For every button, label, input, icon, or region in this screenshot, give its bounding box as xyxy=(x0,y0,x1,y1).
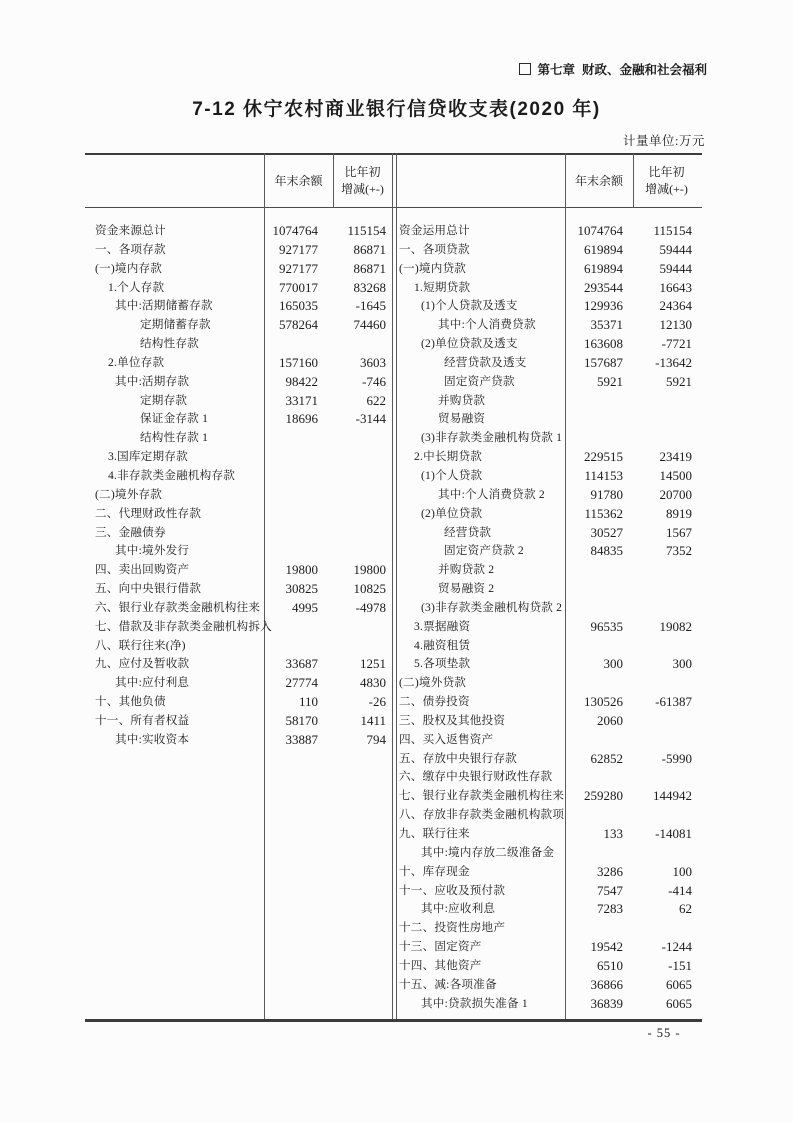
table-row xyxy=(398,712,702,731)
row-change: 83268 xyxy=(353,279,386,295)
row-label: 七、借款及非存款类金融机构拆入 xyxy=(95,619,272,633)
table-row xyxy=(398,637,702,656)
row-balance: 619894 xyxy=(584,241,623,257)
row-balance: 33887 xyxy=(285,731,318,747)
row-change: 10825 xyxy=(353,581,386,597)
row-change: 1411 xyxy=(360,712,386,728)
row-label: 结构性存款 1 xyxy=(140,431,209,445)
table-row xyxy=(398,976,702,995)
row-balance: 96535 xyxy=(590,618,623,634)
row-label: 3.票据融资 xyxy=(414,619,471,633)
table-bottom-rule xyxy=(85,1019,702,1022)
table-row xyxy=(398,938,702,957)
row-change: 19082 xyxy=(659,618,692,634)
row-label: 固定资产贷款 xyxy=(444,374,515,388)
table-row xyxy=(398,335,702,354)
header-left-change-line2: 增减(+-) xyxy=(341,182,384,196)
header-right-change-line2: 增减(+-) xyxy=(645,182,688,196)
row-balance: 84835 xyxy=(590,543,623,559)
table-row xyxy=(398,410,702,429)
table-row xyxy=(85,279,392,298)
row-balance: 19542 xyxy=(590,939,623,955)
row-label: (2)单位贷款 xyxy=(421,506,483,520)
row-label: (一)境内贷款 xyxy=(399,261,467,275)
table-row xyxy=(398,467,702,486)
row-change: 59444 xyxy=(659,260,692,276)
row-label: 资金来源总计 xyxy=(95,224,166,237)
chapter-header xyxy=(519,60,707,78)
row-balance: 35371 xyxy=(590,317,623,333)
row-balance: 30527 xyxy=(590,524,623,540)
row-label: 八、存放非存款类金融机构款项 xyxy=(399,808,565,822)
row-label: (3)非存款类金融机构贷款 2 xyxy=(421,600,563,614)
row-label: 九、联行往来 xyxy=(399,827,470,840)
row-label: 3.国库定期存款 xyxy=(108,450,188,464)
row-change: 24364 xyxy=(659,298,692,314)
table-row xyxy=(398,806,702,825)
header-right-change xyxy=(633,164,700,198)
chapter-square-icon xyxy=(519,63,531,75)
table-row xyxy=(398,731,702,750)
table-row xyxy=(85,260,392,279)
row-label: 其中:实收资本 xyxy=(115,732,190,746)
row-balance: 98422 xyxy=(285,373,318,389)
row-balance: 58170 xyxy=(285,712,318,728)
table-row xyxy=(85,674,392,693)
table-row xyxy=(398,863,702,882)
row-label: 十二、投资性房地产 xyxy=(399,921,506,935)
table-row xyxy=(85,505,392,524)
row-change: 59444 xyxy=(659,241,692,257)
row-change: 1567 xyxy=(666,524,692,540)
table-row xyxy=(398,524,702,543)
row-label: 4.融资租赁 xyxy=(414,638,471,652)
row-change: 144942 xyxy=(653,788,692,804)
row-change: 20700 xyxy=(659,486,692,502)
row-balance: 2060 xyxy=(597,712,623,728)
row-label: 定期储蓄存款 xyxy=(140,318,211,332)
row-change: 19800 xyxy=(353,562,386,578)
table-row xyxy=(85,561,392,580)
table-row xyxy=(85,486,392,505)
divider-center-double-1 xyxy=(392,153,393,1019)
table-row xyxy=(85,693,392,712)
table-row xyxy=(85,316,392,335)
table-row xyxy=(398,580,702,599)
row-label: 六、银行业存款类金融机构往来 xyxy=(95,600,261,614)
table-row xyxy=(398,995,702,1014)
table-row xyxy=(398,354,702,373)
table-row xyxy=(398,561,702,580)
row-label: 其中:个人消费贷款 xyxy=(438,318,536,332)
row-change: 622 xyxy=(366,392,386,408)
row-change: 100 xyxy=(672,863,692,879)
table-header-rule xyxy=(85,207,702,208)
table-row xyxy=(398,279,702,298)
row-balance: 1074764 xyxy=(272,223,318,238)
row-label: 固定资产贷款 2 xyxy=(444,544,524,558)
row-label: (二)境外贷款 xyxy=(399,676,467,690)
row-label: 2.中长期贷款 xyxy=(414,450,483,464)
row-label: 其中:境外发行 xyxy=(115,544,190,558)
table-row xyxy=(398,655,702,674)
table-row xyxy=(398,429,702,448)
uses-of-funds-body xyxy=(398,222,702,1013)
table-row xyxy=(398,919,702,938)
row-change: -14081 xyxy=(655,826,692,841)
row-balance: 115362 xyxy=(584,505,623,521)
row-label: 经营贷款及透支 xyxy=(444,355,527,369)
row-label: (一)境内存款 xyxy=(95,261,163,275)
row-balance: 163608 xyxy=(584,336,623,352)
table-row xyxy=(85,373,392,392)
row-label: 其中:贷款损失准备 1 xyxy=(421,996,528,1010)
credit-balance-table xyxy=(85,153,702,1022)
header-left-change-line1: 比年初 xyxy=(344,165,381,179)
row-balance: 5921 xyxy=(597,373,623,389)
row-balance: 165035 xyxy=(279,298,318,314)
row-balance: 157160 xyxy=(279,354,318,370)
row-label: 八、联行往来(净) xyxy=(95,638,186,652)
row-label: (3)非存款类金融机构贷款 1 xyxy=(421,431,563,445)
row-label: 并购贷款 2 xyxy=(438,563,495,577)
table-row xyxy=(398,768,702,787)
row-label: 三、金融债券 xyxy=(95,525,166,539)
row-label: (二)境外存款 xyxy=(95,487,163,501)
row-balance: 36866 xyxy=(590,976,623,992)
row-label: 十五、减:各项准备 xyxy=(399,977,497,991)
row-balance: 129936 xyxy=(584,298,623,314)
row-balance: 114153 xyxy=(584,467,623,483)
table-row xyxy=(398,787,702,806)
table-row xyxy=(85,297,392,316)
row-label: 贸易融资 2 xyxy=(438,582,495,596)
row-balance: 4995 xyxy=(292,599,318,615)
table-row xyxy=(398,674,702,693)
row-balance: 293544 xyxy=(584,279,623,295)
header-right-balance: 年末余额 xyxy=(574,174,623,188)
row-balance: 3286 xyxy=(597,863,623,879)
table-row xyxy=(398,373,702,392)
divider-center-double-2 xyxy=(396,153,397,1019)
row-balance: 110 xyxy=(298,694,318,710)
row-label: 4.非存款类金融机构存款 xyxy=(108,468,236,482)
table-row xyxy=(85,731,392,750)
row-change: -7721 xyxy=(661,336,692,352)
row-label: 定期存款 xyxy=(140,393,188,407)
row-label: 资金运用总计 xyxy=(399,224,470,237)
unit-note: 计量单位:万元 xyxy=(623,134,705,148)
table-row xyxy=(398,618,702,637)
row-balance: 259280 xyxy=(584,788,623,804)
table-row xyxy=(85,335,392,354)
row-balance: 300 xyxy=(603,656,623,672)
row-label: 其中:应付利息 xyxy=(115,676,190,690)
table-row xyxy=(398,825,702,844)
table-row xyxy=(398,448,702,467)
row-balance: 91780 xyxy=(590,486,623,502)
table-row xyxy=(85,637,392,656)
row-label: 并购贷款 xyxy=(438,393,486,407)
row-change: 6065 xyxy=(666,976,692,992)
row-label: (1)个人贷款及透支 xyxy=(421,299,518,313)
row-change: 3603 xyxy=(360,354,386,370)
row-label: 经营贷款 xyxy=(444,525,492,539)
row-balance: 130526 xyxy=(584,694,623,710)
row-change: 74460 xyxy=(353,317,386,333)
row-change: -61387 xyxy=(655,694,692,710)
row-label: 十、其他负债 xyxy=(95,695,166,709)
table-row xyxy=(398,316,702,335)
row-change: 300 xyxy=(672,656,692,672)
row-label: 1.个人存款 xyxy=(108,280,165,294)
table-row xyxy=(85,618,392,637)
sources-of-funds-body xyxy=(85,222,392,750)
table-row xyxy=(398,750,702,769)
row-change: 5921 xyxy=(666,373,692,389)
row-balance: 133 xyxy=(603,826,623,841)
row-label: 四、买入返售资产 xyxy=(399,732,494,746)
table-row xyxy=(85,712,392,731)
table-row xyxy=(398,241,702,260)
table-row xyxy=(85,467,392,486)
row-balance: 36839 xyxy=(590,995,623,1011)
row-label: 三、股权及其他投资 xyxy=(399,713,506,727)
table-row xyxy=(85,354,392,373)
row-balance: 33171 xyxy=(285,392,318,408)
row-label: 十三、固定资产 xyxy=(399,940,482,954)
row-balance: 619894 xyxy=(584,260,623,276)
header-right-change-line1: 比年初 xyxy=(648,165,685,179)
table-row xyxy=(85,599,392,618)
row-balance: 1074764 xyxy=(577,223,623,238)
row-label: 六、缴存中央银行财政性存款 xyxy=(399,770,553,784)
row-label: 二、代理财政性存款 xyxy=(95,506,202,520)
row-balance: 770017 xyxy=(279,279,318,295)
page-number: - 55 - xyxy=(647,1026,681,1040)
row-label: (2)单位贷款及透支 xyxy=(421,337,518,351)
row-change: 86871 xyxy=(353,241,386,257)
page-title: 7-12 休宁农村商业银行信贷收支表(2020 年) xyxy=(192,99,601,120)
row-change: 12130 xyxy=(659,317,692,333)
table-row xyxy=(85,410,392,429)
row-label: 2.单位存款 xyxy=(108,355,165,369)
row-balance: 578264 xyxy=(279,317,318,333)
row-balance: 27774 xyxy=(285,675,318,691)
row-change: 62 xyxy=(679,901,692,917)
table-row xyxy=(398,882,702,901)
table-row xyxy=(398,297,702,316)
table-row xyxy=(398,392,702,411)
table-row xyxy=(398,693,702,712)
table-row xyxy=(85,222,392,241)
row-label: 四、卖出回购资产 xyxy=(95,563,190,577)
row-change: 16643 xyxy=(659,279,692,295)
row-label: 一、各项存款 xyxy=(95,242,166,256)
table-row xyxy=(85,655,392,674)
row-label: 一、各项贷款 xyxy=(399,242,470,256)
row-label: 贸易融资 xyxy=(438,412,486,426)
row-change: -151 xyxy=(668,957,692,973)
table-row xyxy=(398,260,702,279)
row-label: 五、存放中央银行存款 xyxy=(399,751,517,765)
row-balance: 33687 xyxy=(285,656,318,672)
table-row xyxy=(398,222,702,241)
table-row xyxy=(85,542,392,561)
row-change: 6065 xyxy=(666,995,692,1011)
row-balance: 7283 xyxy=(597,901,623,917)
row-change: -3144 xyxy=(355,411,386,427)
table-row xyxy=(398,486,702,505)
row-change: -4978 xyxy=(355,599,386,615)
header-left-balance: 年末余额 xyxy=(274,174,323,188)
row-label: (1)个人贷款 xyxy=(421,468,483,482)
row-balance: 6510 xyxy=(597,957,623,973)
row-label: 九、应付及暂收款 xyxy=(95,657,190,671)
table-row xyxy=(85,524,392,543)
row-change: -1244 xyxy=(661,939,692,955)
row-label: 十四、其他资产 xyxy=(399,958,482,972)
table-row xyxy=(85,392,392,411)
row-label: 其中:境内存放二级准备金 xyxy=(421,845,555,859)
table-row xyxy=(398,957,702,976)
table-row xyxy=(398,542,702,561)
row-label: 保证金存款 1 xyxy=(140,412,209,426)
row-label: 七、银行业存款类金融机构往来 xyxy=(399,789,565,803)
row-label: 十、库存现金 xyxy=(399,864,470,878)
header-left-change xyxy=(333,164,392,198)
row-balance: 62852 xyxy=(590,750,623,766)
row-label: 其中:活期储蓄存款 xyxy=(115,299,213,313)
row-label: 结构性存款 xyxy=(140,337,199,351)
row-change: -1645 xyxy=(355,298,386,314)
table-row xyxy=(85,448,392,467)
table-row xyxy=(398,900,702,919)
row-label: 二、债券投资 xyxy=(399,695,470,709)
row-change: 794 xyxy=(366,731,386,747)
row-change: -414 xyxy=(668,882,692,898)
table-row xyxy=(398,844,702,863)
table-row xyxy=(398,599,702,618)
row-change: 115154 xyxy=(347,223,386,238)
table-row xyxy=(398,505,702,524)
row-balance: 18696 xyxy=(285,411,318,427)
row-change: -26 xyxy=(368,694,386,710)
row-label: 其中:活期存款 xyxy=(115,374,190,388)
row-label: 五、向中央银行借款 xyxy=(95,582,202,596)
row-change: 8919 xyxy=(666,505,692,521)
row-balance: 927177 xyxy=(279,241,318,257)
table-top-rule xyxy=(85,153,702,155)
row-label: 5.各项垫款 xyxy=(414,657,471,671)
row-balance: 927177 xyxy=(279,260,318,276)
row-change: -5990 xyxy=(661,750,692,766)
row-change: 23419 xyxy=(659,449,692,465)
row-change: 4830 xyxy=(360,675,386,691)
row-balance: 229515 xyxy=(584,449,623,465)
row-label: 其中:应收利息 xyxy=(421,902,496,916)
chapter-header-text: 第七章 财政、金融和社会福利 xyxy=(537,63,707,77)
table-row xyxy=(85,241,392,260)
row-change: 7352 xyxy=(666,543,692,559)
row-change: 115154 xyxy=(653,223,692,238)
row-change: -13642 xyxy=(655,354,692,370)
row-change: 86871 xyxy=(353,260,386,276)
row-label: 十一、应收及预付款 xyxy=(399,883,506,897)
row-label: 十一、所有者权益 xyxy=(95,713,190,727)
row-change: -746 xyxy=(362,373,386,389)
row-change: 14500 xyxy=(659,467,692,483)
row-balance: 19800 xyxy=(285,562,318,578)
table-row xyxy=(85,429,392,448)
row-balance: 157687 xyxy=(584,354,623,370)
row-balance: 30825 xyxy=(285,581,318,597)
row-change: 1251 xyxy=(360,656,386,672)
row-label: 1.短期贷款 xyxy=(414,280,471,294)
row-label: 其中:个人消费贷款 2 xyxy=(438,487,545,501)
row-balance: 7547 xyxy=(597,882,623,898)
table-row xyxy=(85,580,392,599)
